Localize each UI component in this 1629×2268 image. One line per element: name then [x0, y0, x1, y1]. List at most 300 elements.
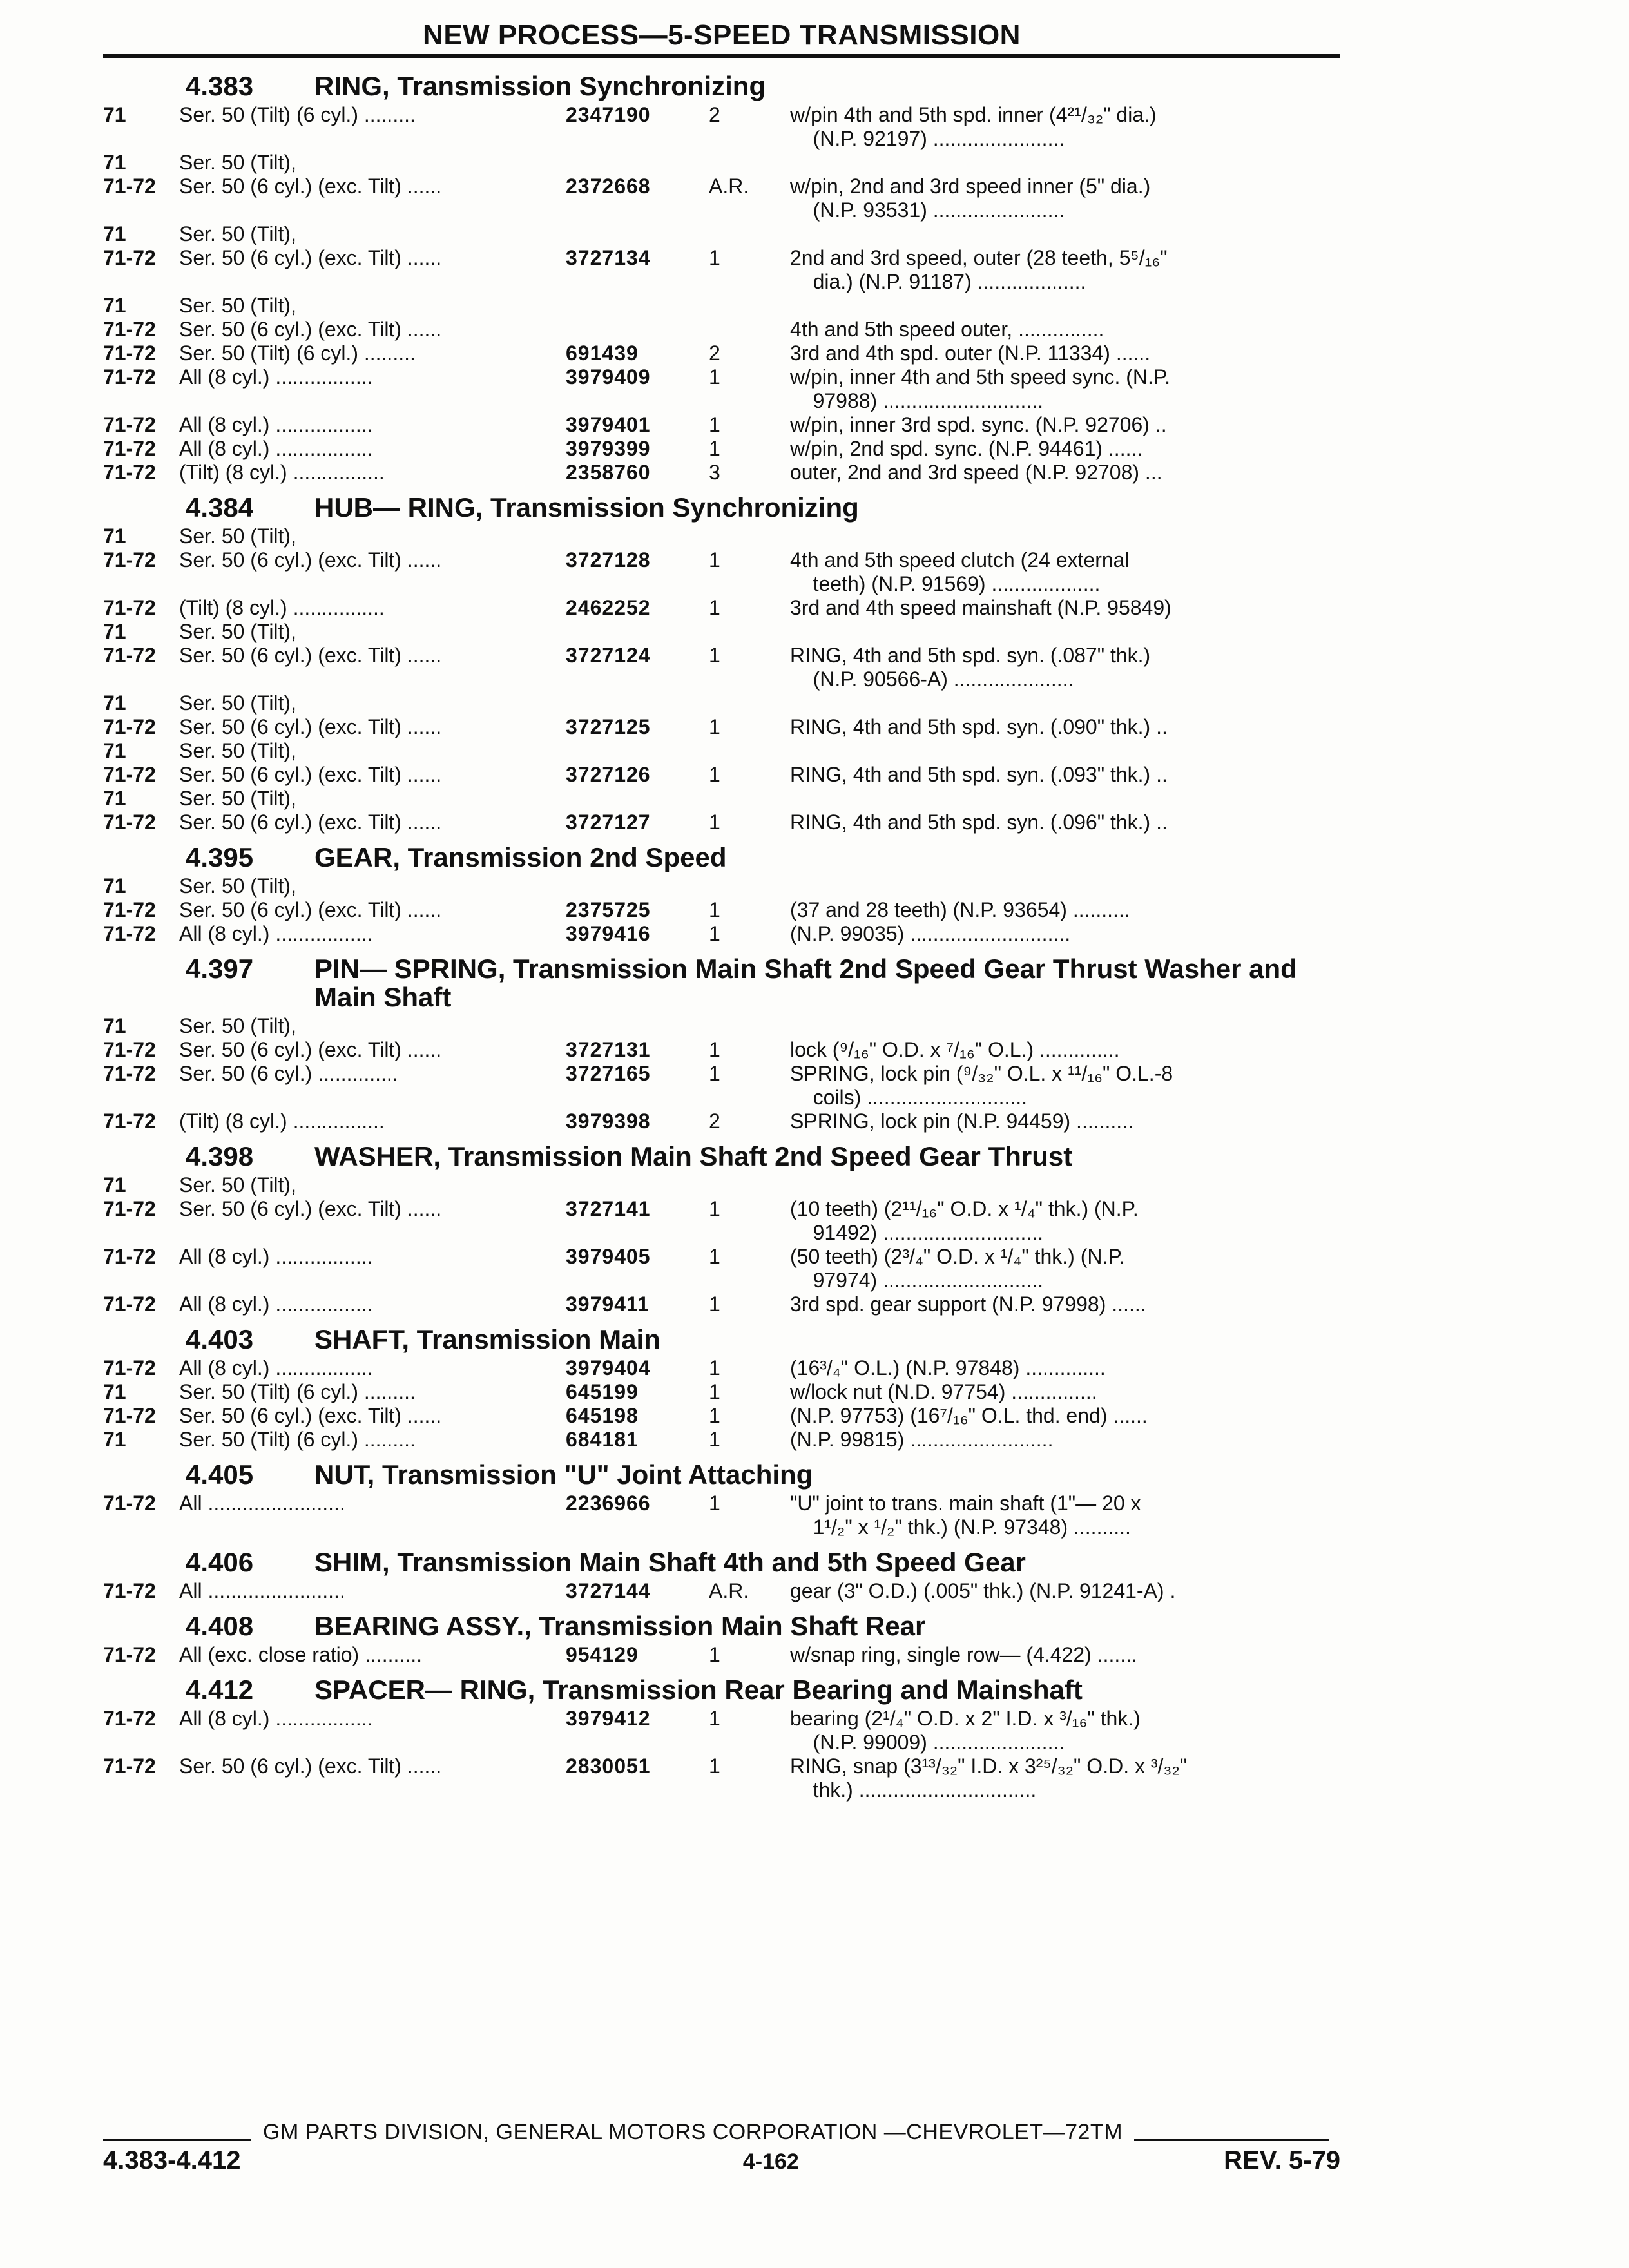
part-model: Ser. 50 (Tilt),: [179, 1173, 296, 1196]
part-model: [179, 1086, 566, 1110]
part-model: Ser. 50 (6 cyl.) (exc. Tilt) ......: [179, 898, 442, 921]
section-title: SHAFT, Transmission Main: [314, 1324, 660, 1354]
part-description: 4th and 5th speed outer, ...............: [790, 318, 1104, 341]
part-description: SPRING, lock pin (N.P. 94459) ..........: [790, 1110, 1133, 1133]
part-model: [179, 1269, 566, 1293]
part-number: 3979398: [566, 1110, 651, 1133]
part-row: [103, 1515, 1340, 1539]
part-number: 3979404: [566, 1356, 651, 1379]
part-description: w/lock nut (N.D. 97754) ...............: [790, 1380, 1097, 1403]
part-year: 71-72: [103, 715, 156, 738]
parts-sections: [103, 66, 1340, 1802]
part-model: Ser. 50 (6 cyl.) ..............: [179, 1062, 398, 1085]
part-description: (N.P. 99815) .........................: [790, 1428, 1054, 1451]
part-quantity: [702, 524, 781, 548]
footer-company: GM PARTS DIVISION, GENERAL MOTORS CORPORATION —CHEVROLET—72TM: [263, 2120, 1123, 2144]
part-model: Ser. 50 (6 cyl.) (exc. Tilt) ......: [179, 246, 442, 269]
part-row: [103, 1754, 1340, 1778]
part-model: All (8 cyl.) .................: [179, 413, 373, 436]
part-model: Ser. 50 (Tilt),: [179, 151, 296, 174]
part-description: 1¹/₂" x ¹/₂" thk.) (N.P. 97348) ..........: [790, 1515, 1131, 1539]
part-number: 691439: [566, 341, 639, 365]
part-year: [103, 127, 179, 151]
part-row: [103, 127, 1340, 151]
part-number: 3727134: [566, 246, 651, 269]
part-year: 71-72: [103, 1643, 156, 1666]
part-quantity: [702, 1269, 781, 1293]
part-row: [103, 1086, 1340, 1110]
part-year: 71-72: [103, 1062, 156, 1085]
part-number: [566, 1269, 702, 1293]
part-number: [566, 1731, 702, 1754]
part-model: (Tilt) (8 cyl.) ................: [179, 461, 385, 484]
part-quantity: [702, 620, 781, 644]
part-description: [781, 151, 1340, 175]
part-quantity: A.R.: [709, 175, 749, 198]
part-description: [781, 691, 1340, 715]
part-model: Ser. 50 (6 cyl.) (exc. Tilt) ......: [179, 811, 442, 834]
part-description: 97988) ............................: [790, 389, 1044, 412]
part-quantity: [702, 318, 781, 341]
part-year: [103, 1731, 179, 1754]
part-number: 2236966: [566, 1492, 651, 1515]
part-description: [781, 1014, 1340, 1038]
part-year: 71: [103, 103, 126, 126]
part-year: 71: [103, 874, 126, 898]
part-year: 71: [103, 1014, 126, 1037]
part-year: 71-72: [103, 1356, 156, 1379]
footer-rule-right: [1134, 2139, 1329, 2141]
part-row: [103, 1245, 1340, 1269]
part-year: 71: [103, 620, 126, 643]
part-row: [103, 524, 1340, 548]
part-model: Ser. 50 (6 cyl.) (exc. Tilt) ......: [179, 1197, 442, 1220]
part-quantity: [702, 1086, 781, 1110]
footer-page-number: 4-162: [742, 2149, 799, 2174]
part-description: [781, 739, 1340, 763]
part-row: [103, 341, 1340, 365]
part-quantity: 1: [709, 365, 720, 389]
part-row: [103, 1269, 1340, 1293]
part-year: 71: [103, 1380, 126, 1403]
part-number: [566, 270, 702, 294]
part-year: 71-72: [103, 811, 156, 834]
part-model: Ser. 50 (Tilt),: [179, 787, 296, 810]
part-number: 3727128: [566, 548, 651, 572]
part-quantity: 1: [709, 413, 720, 436]
part-row: [103, 1014, 1340, 1038]
footer-company-line: [103, 2120, 1340, 2145]
part-year: 71-72: [103, 1293, 156, 1316]
section-heading: [103, 66, 1340, 103]
part-model: Ser. 50 (Tilt) (6 cyl.) .........: [179, 1428, 416, 1451]
part-description: [781, 294, 1340, 318]
part-model: All (8 cyl.) .................: [179, 1245, 373, 1268]
part-number: [566, 1221, 702, 1245]
section-title: PIN— SPRING, Transmission Main Shaft 2nd Speed Gear Thrust Washer and Main Shaft: [314, 954, 1297, 1012]
part-row: [103, 437, 1340, 461]
part-quantity: 1: [709, 437, 720, 460]
part-quantity: [702, 572, 781, 596]
part-model: [179, 389, 566, 413]
part-row: [103, 246, 1340, 270]
part-number: 3727141: [566, 1197, 651, 1220]
part-model: All (8 cyl.) .................: [179, 1707, 373, 1730]
part-row: [103, 620, 1340, 644]
part-description: (N.P. 99009) .......................: [790, 1731, 1065, 1754]
part-model: [179, 572, 566, 596]
parts-section: [103, 1454, 1340, 1539]
part-description: w/pin 4th and 5th spd. inner (4²¹/₃₂" dia.): [790, 103, 1157, 126]
section-number: 4.405: [186, 1459, 254, 1490]
part-description: lock (⁹/₁₆" O.D. x ⁷/₁₆" O.L.) ..............: [790, 1038, 1120, 1061]
part-description: [781, 874, 1340, 898]
part-number: 2462252: [566, 596, 651, 619]
part-row: [103, 1197, 1340, 1221]
part-quantity: [702, 294, 781, 318]
part-quantity: 1: [709, 1380, 720, 1403]
part-year: 71-72: [103, 413, 156, 436]
part-row: [103, 1110, 1340, 1133]
part-description: 4th and 5th speed clutch (24 external: [790, 548, 1130, 572]
part-number: [566, 1014, 702, 1038]
part-row: [103, 1221, 1340, 1245]
part-quantity: 1: [709, 548, 720, 572]
parts-section: [103, 66, 1340, 485]
part-quantity: [702, 1778, 781, 1802]
section-number: 4.412: [186, 1675, 254, 1705]
part-description: teeth) (N.P. 91569) ...................: [790, 572, 1101, 595]
part-model: Ser. 50 (6 cyl.) (exc. Tilt) ......: [179, 548, 442, 572]
part-row: [103, 1356, 1340, 1380]
part-description: [781, 620, 1340, 644]
part-model: [179, 198, 566, 222]
part-number: [566, 1515, 702, 1539]
part-number: [566, 1778, 702, 1802]
section-heading: [103, 1542, 1340, 1579]
part-row: [103, 461, 1340, 485]
part-row: [103, 222, 1340, 246]
part-description: (N.P. 92197) .......................: [790, 127, 1065, 150]
part-description: w/pin, inner 3rd spd. sync. (N.P. 92706) ..: [790, 413, 1167, 436]
part-model: Ser. 50 (Tilt),: [179, 739, 296, 762]
part-row: [103, 1707, 1340, 1731]
part-year: [103, 270, 179, 294]
part-description: RING, 4th and 5th spd. syn. (.090" thk.) ..: [790, 715, 1168, 738]
part-number: 3979401: [566, 413, 651, 436]
part-quantity: 2: [709, 341, 720, 365]
part-year: 71-72: [103, 763, 156, 786]
part-number: [566, 739, 702, 763]
section-number: 4.395: [186, 842, 254, 872]
part-row: [103, 596, 1340, 620]
part-model: [179, 1515, 566, 1539]
part-quantity: [702, 874, 781, 898]
part-row: [103, 1173, 1340, 1197]
part-year: 71-72: [103, 175, 156, 198]
part-model: Ser. 50 (6 cyl.) (exc. Tilt) ......: [179, 1754, 442, 1778]
part-quantity: [702, 1515, 781, 1539]
part-model: Ser. 50 (Tilt),: [179, 1014, 296, 1037]
part-number: 3979409: [566, 365, 651, 389]
part-year: 71: [103, 1428, 126, 1451]
part-model: Ser. 50 (Tilt),: [179, 294, 296, 317]
part-row: [103, 644, 1340, 668]
part-description: thk.) ...............................: [790, 1778, 1037, 1802]
part-row: [103, 270, 1340, 294]
part-year: 71-72: [103, 644, 156, 667]
section-heading: [103, 948, 1340, 1014]
part-model: Ser. 50 (Tilt),: [179, 691, 296, 715]
part-model: All (8 cyl.) .................: [179, 922, 373, 945]
part-row: [103, 103, 1340, 127]
part-quantity: 1: [709, 1754, 720, 1778]
part-description: (37 and 28 teeth) (N.P. 93654) ..........: [790, 898, 1130, 921]
part-number: [566, 151, 702, 175]
part-number: 2375725: [566, 898, 651, 921]
part-model: [179, 1731, 566, 1754]
part-description: RING, 4th and 5th spd. syn. (.096" thk.) ..: [790, 811, 1168, 834]
part-year: 71-72: [103, 1197, 156, 1220]
part-model: (Tilt) (8 cyl.) ................: [179, 596, 385, 619]
part-row: [103, 763, 1340, 787]
part-year: 71: [103, 222, 126, 245]
part-quantity: 1: [709, 1492, 720, 1515]
part-row: [103, 198, 1340, 222]
footer-revision: REV. 5-79: [1224, 2146, 1340, 2175]
part-year: [103, 1778, 179, 1802]
part-model: Ser. 50 (6 cyl.) (exc. Tilt) ......: [179, 715, 442, 738]
part-model: [179, 270, 566, 294]
part-number: 3727125: [566, 715, 651, 738]
part-description: gear (3" O.D.) (.005" thk.) (N.P. 91241-A) .: [790, 1579, 1176, 1602]
part-year: 71-72: [103, 1754, 156, 1778]
part-model: Ser. 50 (Tilt) (6 cyl.) .........: [179, 341, 416, 365]
part-year: 71-72: [103, 1245, 156, 1268]
part-model: [179, 127, 566, 151]
section-title: GEAR, Transmission 2nd Speed: [314, 842, 727, 872]
part-year: 71-72: [103, 1492, 156, 1515]
part-row: [103, 739, 1340, 763]
part-row: [103, 787, 1340, 811]
part-model: Ser. 50 (Tilt),: [179, 874, 296, 898]
part-number: [566, 787, 702, 811]
section-title: SPACER— RING, Transmission Rear Bearing and Mainshaft: [314, 1675, 1083, 1705]
parts-section: [103, 837, 1340, 946]
part-row: [103, 1643, 1340, 1667]
part-row: [103, 874, 1340, 898]
part-quantity: [702, 1173, 781, 1197]
part-number: 3727165: [566, 1062, 651, 1085]
part-number: 2358760: [566, 461, 651, 484]
part-model: [179, 668, 566, 691]
part-number: [566, 691, 702, 715]
catalog-page: [103, 19, 1340, 1802]
part-description: SPRING, lock pin (⁹/₃₂" O.L. x ¹¹/₁₆" O.L.-8: [790, 1062, 1173, 1085]
part-year: 71: [103, 294, 126, 317]
part-year: 71-72: [103, 548, 156, 572]
part-description: (10 teeth) (2¹¹/₁₆" O.D. x ¹/₄" thk.) (N.P.: [790, 1197, 1139, 1220]
part-model: Ser. 50 (6 cyl.) (exc. Tilt) ......: [179, 318, 442, 341]
part-description: 3rd spd. gear support (N.P. 97998) ......: [790, 1293, 1146, 1316]
part-model: All (8 cyl.) .................: [179, 1356, 373, 1379]
part-model: Ser. 50 (6 cyl.) (exc. Tilt) ......: [179, 175, 442, 198]
part-number: 3727131: [566, 1038, 651, 1061]
part-row: [103, 548, 1340, 572]
section-title: NUT, Transmission "U" Joint Attaching: [314, 1459, 813, 1490]
part-quantity: [702, 198, 781, 222]
part-year: 71-72: [103, 365, 156, 389]
part-quantity: [702, 668, 781, 691]
part-quantity: 1: [709, 763, 720, 786]
part-number: [566, 198, 702, 222]
part-description: w/snap ring, single row— (4.422) .......: [790, 1643, 1137, 1666]
part-quantity: [702, 1014, 781, 1038]
part-quantity: [702, 389, 781, 413]
part-quantity: [702, 1731, 781, 1754]
part-year: [103, 668, 179, 691]
parts-section: [103, 1669, 1340, 1802]
part-description: [781, 1173, 1340, 1197]
part-number: [566, 1173, 702, 1197]
section-title: BEARING ASSY., Transmission Main Shaft Rear: [314, 1611, 926, 1641]
section-heading: [103, 487, 1340, 524]
section-title: WASHER, Transmission Main Shaft 2nd Speed Gear Thrust: [314, 1141, 1073, 1171]
part-quantity: 2: [709, 1110, 720, 1133]
section-number: 4.403: [186, 1324, 254, 1354]
part-quantity: 1: [709, 246, 720, 269]
part-description: 97974) ............................: [790, 1269, 1044, 1292]
part-model: Ser. 50 (6 cyl.) (exc. Tilt) ......: [179, 1404, 442, 1427]
part-number: 2347190: [566, 103, 651, 126]
part-model: All ........................: [179, 1579, 345, 1602]
part-row: [103, 151, 1340, 175]
part-row: [103, 572, 1340, 596]
footer-rule-left: [103, 2139, 251, 2141]
part-row: [103, 1428, 1340, 1452]
part-number: 3979405: [566, 1245, 651, 1268]
section-heading: [103, 1319, 1340, 1356]
part-year: 71-72: [103, 1404, 156, 1427]
part-model: All (8 cyl.) .................: [179, 365, 373, 389]
part-model: [179, 1221, 566, 1245]
part-description: [781, 787, 1340, 811]
parts-section: [103, 487, 1340, 834]
part-model: Ser. 50 (6 cyl.) (exc. Tilt) ......: [179, 763, 442, 786]
part-number: [566, 1086, 702, 1110]
part-model: All (8 cyl.) .................: [179, 1293, 373, 1316]
part-description: (N.P. 90566-A) .....................: [790, 668, 1074, 691]
part-quantity: 1: [709, 898, 720, 921]
part-quantity: 1: [709, 811, 720, 834]
section-title: RING, Transmission Synchronizing: [314, 71, 766, 101]
part-number: [566, 874, 702, 898]
part-number: 3979416: [566, 922, 651, 945]
part-year: 71: [103, 739, 126, 762]
part-quantity: 1: [709, 1038, 720, 1061]
part-number: 2830051: [566, 1754, 651, 1778]
part-row: [103, 922, 1340, 946]
parts-section: [103, 948, 1340, 1133]
part-year: 71-72: [103, 1110, 156, 1133]
part-year: [103, 572, 179, 596]
part-description: coils) ............................: [790, 1086, 1028, 1109]
part-model: [179, 1778, 566, 1802]
part-row: [103, 365, 1340, 389]
section-title: HUB— RING, Transmission Synchronizing: [314, 492, 859, 523]
part-year: 71-72: [103, 922, 156, 945]
part-year: [103, 389, 179, 413]
part-model: Ser. 50 (Tilt),: [179, 620, 296, 643]
section-number: 4.406: [186, 1547, 254, 1577]
footer-bottom: [103, 2146, 1340, 2175]
section-heading: [103, 1606, 1340, 1643]
section-number: 4.408: [186, 1611, 254, 1641]
part-row: [103, 389, 1340, 413]
part-quantity: [702, 127, 781, 151]
part-number: 3979412: [566, 1707, 651, 1730]
part-number: [566, 668, 702, 691]
part-quantity: [702, 691, 781, 715]
parts-section: [103, 1606, 1340, 1667]
section-number: 4.398: [186, 1141, 254, 1171]
part-row: [103, 1778, 1340, 1802]
part-year: 71-72: [103, 898, 156, 921]
part-number: 3727126: [566, 763, 651, 786]
part-description: dia.) (N.P. 91187) ...................: [790, 270, 1086, 293]
part-number: [566, 318, 702, 341]
part-year: 71-72: [103, 246, 156, 269]
part-description: RING, 4th and 5th spd. syn. (.093" thk.) ..: [790, 763, 1168, 786]
part-number: 954129: [566, 1643, 639, 1666]
part-model: Ser. 50 (6 cyl.) (exc. Tilt) ......: [179, 644, 442, 667]
page-title: NEW PROCESS—5-SPEED TRANSMISSION: [103, 19, 1340, 58]
footer-section-range: 4.383-4.412: [103, 2146, 241, 2175]
part-year: 71-72: [103, 1038, 156, 1061]
part-year: [103, 1515, 179, 1539]
part-quantity: 1: [709, 715, 720, 738]
part-description: (16³/₄" O.L.) (N.P. 97848) ..............: [790, 1356, 1106, 1379]
part-number: [566, 294, 702, 318]
part-description: (N.P. 97753) (16⁷/₁₆" O.L. thd. end) ......: [790, 1404, 1148, 1427]
part-year: [103, 1221, 179, 1245]
part-number: 3727144: [566, 1579, 651, 1602]
page-footer: [103, 2120, 1340, 2175]
section-number: 4.384: [186, 492, 254, 523]
part-quantity: 1: [709, 1197, 720, 1220]
part-description: 3rd and 4th spd. outer (N.P. 11334) ......: [790, 341, 1151, 365]
part-row: [103, 668, 1340, 691]
section-heading: [103, 1136, 1340, 1173]
part-quantity: [702, 222, 781, 246]
part-year: 71-72: [103, 341, 156, 365]
part-quantity: 1: [709, 1428, 720, 1451]
part-description: 2nd and 3rd speed, outer (28 teeth, 5⁵/₁₆": [790, 246, 1168, 269]
part-row: [103, 898, 1340, 922]
part-model: All (exc. close ratio) ..........: [179, 1643, 422, 1666]
part-description: w/pin, 2nd spd. sync. (N.P. 94461) ......: [790, 437, 1143, 460]
part-row: [103, 1062, 1340, 1086]
section-heading: [103, 837, 1340, 874]
part-description: 3rd and 4th speed mainshaft (N.P. 95849): [790, 596, 1171, 619]
part-quantity: 1: [709, 1707, 720, 1730]
part-row: [103, 715, 1340, 739]
part-number: [566, 524, 702, 548]
part-number: 3979399: [566, 437, 651, 460]
part-year: 71: [103, 691, 126, 715]
part-number: 2372668: [566, 175, 651, 198]
part-year: 71: [103, 151, 126, 174]
